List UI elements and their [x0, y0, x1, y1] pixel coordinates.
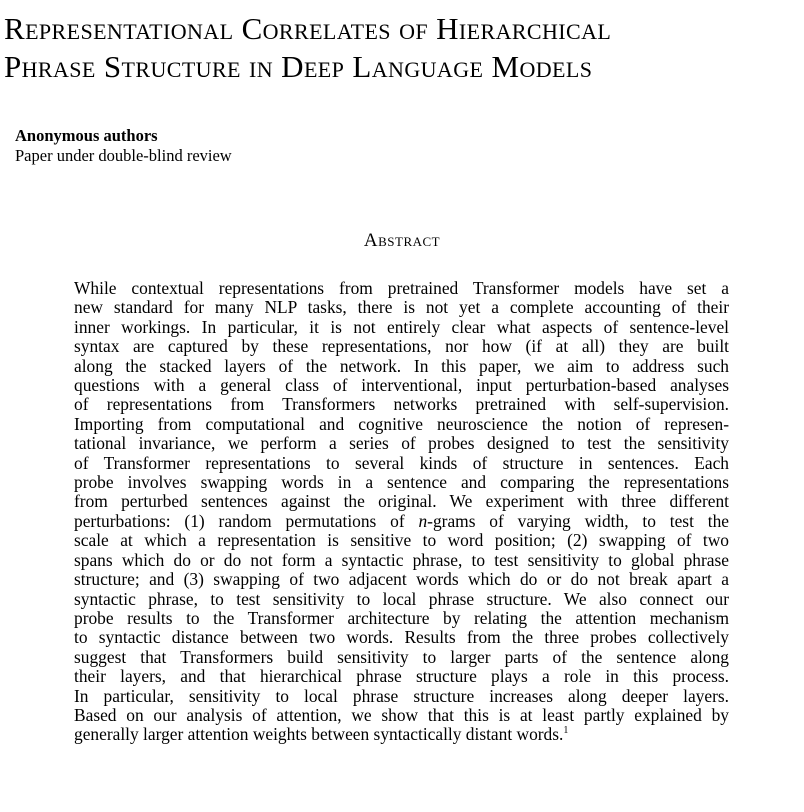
abstract-text: perturbations: (1) random permutations of: [74, 510, 419, 531]
abstract-line: from perturbed sentences against the original. We experiment with three different: [74, 491, 729, 512]
abstract-line: Based on our analysis of attention, we show that this is at least partly explained by: [74, 704, 729, 725]
math-n: n: [418, 510, 428, 531]
title-line-2: Phrase Structure in Deep Language Models: [4, 49, 593, 84]
abstract-heading: Abstract: [363, 230, 441, 251]
abstract-line: syntax are captured by these representations, nor how (if at all) they are built: [74, 336, 729, 357]
abstract-line: In particular, sensitivity to local phrase structure increases along deeper layers.: [74, 685, 729, 706]
abstract-line: their layers, and that hierarchical phrase structure plays a role in this process.: [74, 666, 729, 687]
abstract-line-last: [74, 725, 729, 744]
abstract-line: While contextual representations from pretrained Transformer models have set a: [74, 278, 729, 298]
abstract-line: inner workings. In particular, it is not entirely clear what aspects of sentence-level: [74, 316, 729, 337]
footnote-marker[interactable]: 1: [563, 725, 569, 737]
abstract-line: syntactic phrase, to test sensitivity to local phrase structure. We also connect our: [74, 588, 729, 609]
abstract-line: tational invariance, we perform a series of probes designed to test the sensitivity: [74, 433, 729, 454]
abstract-line: new standard for many NLP tasks, there is not yet a complete accounting of their: [74, 297, 729, 318]
abstract-line: structure; and (3) swapping of two adjacent words which do or do not break apart a: [74, 569, 729, 590]
abstract-line-ngrams: [74, 512, 729, 531]
abstract-line: Importing from computational and cognitive neuroscience the notion of represen-: [74, 413, 729, 434]
author-affiliation: Paper under double-blind review: [15, 146, 232, 165]
abstract-line: probe involves swapping words in a sentence and comparing the representations: [74, 472, 729, 493]
abstract-line: suggest that Transformers build sensitivity to larger parts of the sentence along: [74, 646, 729, 667]
author-names: Anonymous authors: [15, 126, 158, 145]
author-block: [15, 126, 232, 166]
abstract-line: along the stacked layers of the network. In this paper, we aim to address such: [74, 355, 729, 376]
abstract-line: of representations from Transformers networks pretrained with self-supervision.: [74, 394, 729, 415]
abstract-line: questions with a general class of interventional, input perturbation-based analyses: [74, 375, 729, 396]
abstract-line: probe results to the Transformer architecture by relating the attention mechanism: [74, 607, 729, 628]
paper-title: [4, 10, 800, 86]
abstract-text: generally larger attention weights between syntactically distant words.: [74, 724, 564, 745]
abstract-line: spans which do or do not form a syntactic phrase, to test sensitivity to global phrase: [74, 549, 729, 570]
abstract-line: of Transformer representations to several kinds of structure in sentences. Each: [74, 452, 729, 473]
abstract-line: scale at which a representation is sensitive to word position; (2) swapping of two: [74, 530, 729, 551]
title-line-1: Representational Correlates of Hierarchical: [4, 11, 612, 46]
abstract-line: to syntactic distance between two words. Results from the three probes collectively: [74, 627, 729, 648]
abstract-text: -grams of varying width, to test the: [427, 510, 729, 531]
abstract-body: [74, 279, 729, 745]
